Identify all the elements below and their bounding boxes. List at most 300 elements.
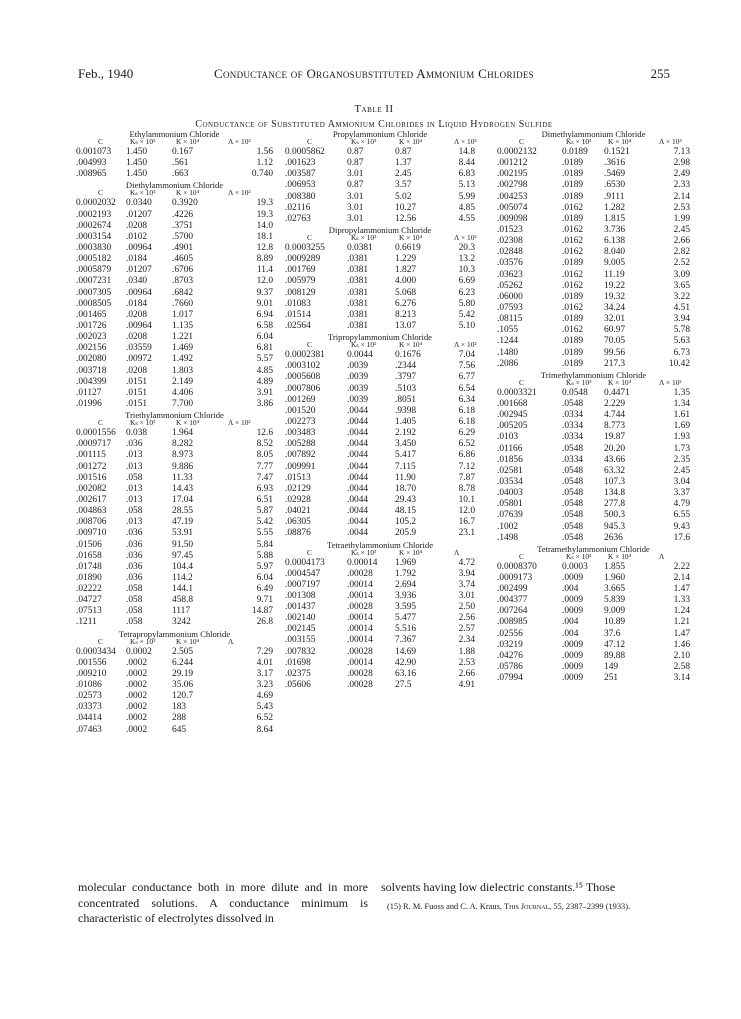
table-cell: .0002 bbox=[126, 691, 148, 702]
table-cell: 945.3 bbox=[604, 521, 626, 532]
table-cell: 8.52 bbox=[256, 439, 273, 450]
table-cell: .2344 bbox=[395, 361, 417, 372]
table-cell: 7.367 bbox=[395, 635, 417, 646]
table-cell: .009710 bbox=[76, 528, 107, 539]
table-cell: 60.97 bbox=[604, 325, 626, 336]
table-cell: .001308 bbox=[285, 590, 316, 601]
block-rows bbox=[497, 388, 690, 544]
table-cell: 2.35 bbox=[673, 454, 690, 465]
column-heading: C bbox=[98, 418, 103, 428]
table-cell: .00014 bbox=[347, 590, 373, 601]
table-cell: .007264 bbox=[497, 606, 528, 617]
table-cell: 48.15 bbox=[395, 506, 417, 517]
table-cell: .0208 bbox=[126, 220, 148, 231]
block-rows bbox=[285, 243, 475, 332]
table-cell: 149 bbox=[604, 662, 619, 673]
table-cell: 97.45 bbox=[172, 550, 194, 561]
table-row bbox=[285, 558, 475, 569]
table-row bbox=[76, 647, 273, 658]
table-cell: 1.99 bbox=[673, 213, 690, 224]
column-heading: C bbox=[307, 547, 312, 557]
table-cell: 23.1 bbox=[458, 528, 475, 539]
table-row bbox=[285, 462, 475, 473]
table-row bbox=[497, 399, 690, 410]
table-cell: .01658 bbox=[76, 550, 102, 561]
table-cell: .02222 bbox=[76, 584, 102, 595]
table-cell: 70.05 bbox=[604, 336, 626, 347]
table-cell: 2.66 bbox=[673, 236, 690, 247]
table-cell: 2.58 bbox=[673, 662, 690, 673]
table-row bbox=[285, 192, 475, 203]
table-cell: .0548 bbox=[562, 510, 584, 521]
table-row bbox=[497, 147, 690, 158]
table-cell: 9.886 bbox=[172, 461, 194, 472]
table-cell: .03219 bbox=[497, 639, 523, 650]
table-cell: .009991 bbox=[285, 461, 316, 472]
block-title: Dimethylammonium Chloride bbox=[541, 129, 646, 139]
block-rows bbox=[285, 558, 475, 692]
table-cell: .6842 bbox=[172, 287, 194, 298]
table-row bbox=[285, 361, 475, 372]
table-cell: .01086 bbox=[76, 680, 102, 691]
table-cell: 89.88 bbox=[604, 650, 626, 661]
table-cell: .07593 bbox=[497, 302, 523, 313]
table-cell: 3.74 bbox=[458, 579, 475, 590]
footnote-journal: This Journal, bbox=[504, 901, 552, 911]
table-cell: 5.97 bbox=[256, 561, 273, 572]
table-row bbox=[76, 713, 273, 724]
table-cell: 19.32 bbox=[604, 291, 626, 302]
table-cell: .5103 bbox=[395, 383, 417, 394]
table-cell: .0007231 bbox=[76, 276, 112, 287]
table-cell: 8.89 bbox=[256, 254, 273, 265]
table-cell: 5.02 bbox=[395, 191, 412, 202]
table-cell: 1.35 bbox=[673, 387, 690, 398]
table-cell: 6.04 bbox=[256, 332, 273, 343]
table-cell: 105.2 bbox=[395, 517, 417, 528]
table-cell: 0.740 bbox=[251, 169, 273, 180]
table-cell: 1.969 bbox=[395, 557, 417, 568]
column-heading: Λ × 10² bbox=[659, 377, 682, 387]
table-cell: 3.450 bbox=[395, 439, 417, 450]
body-text-right: solvents having low dielectric constants.¹⁵ Those bbox=[381, 880, 616, 894]
table-cell: .00028 bbox=[347, 646, 373, 657]
table-row bbox=[285, 591, 475, 602]
table-block bbox=[497, 544, 690, 685]
table-cell: .0044 bbox=[347, 483, 369, 494]
table-cell: 5.55 bbox=[256, 528, 273, 539]
table-cell: .07513 bbox=[76, 606, 102, 617]
table-cell: 217.3 bbox=[604, 358, 626, 369]
table-cell: 1.017 bbox=[172, 309, 194, 320]
page-number: 255 bbox=[650, 66, 670, 81]
table-cell: .3797 bbox=[395, 372, 417, 383]
table-row bbox=[497, 270, 690, 281]
table-cell: 8.213 bbox=[395, 309, 417, 320]
table-cell: .01083 bbox=[285, 298, 311, 309]
table-cell: .002195 bbox=[497, 169, 528, 180]
table-cell: 0.0002 bbox=[126, 646, 152, 657]
table-cell: .0189 bbox=[562, 358, 584, 369]
table-cell: .001437 bbox=[285, 602, 316, 613]
table-cell: 4.69 bbox=[256, 691, 273, 702]
table-row bbox=[285, 310, 475, 321]
table-row bbox=[497, 292, 690, 303]
table-cell: 13.2 bbox=[458, 254, 475, 265]
table-cell: .00014 bbox=[347, 579, 373, 590]
table-cell: .07639 bbox=[497, 510, 523, 521]
table-cell: .01166 bbox=[497, 443, 523, 454]
table-cell: 16.7 bbox=[458, 517, 475, 528]
table-row bbox=[76, 450, 273, 461]
table-row bbox=[76, 276, 273, 287]
table-cell: 0.0005862 bbox=[285, 147, 325, 157]
table-cell: 3.01 bbox=[347, 202, 364, 213]
table-cell: .0007806 bbox=[285, 383, 321, 394]
table-cell: 1.47 bbox=[673, 628, 690, 639]
table-cell: 0.0003321 bbox=[497, 387, 537, 398]
table-row bbox=[76, 210, 273, 221]
table-cell: .05606 bbox=[285, 680, 311, 691]
table-cell: 1117 bbox=[172, 606, 191, 617]
table-cell: 2.505 bbox=[172, 646, 194, 657]
table-cell: 0.038 bbox=[126, 428, 148, 439]
table-cell: 5.43 bbox=[256, 702, 273, 713]
column-heading: Λ × 10² bbox=[454, 340, 477, 350]
table-cell: 1.492 bbox=[172, 354, 194, 365]
table-cell: 12.8 bbox=[256, 242, 273, 253]
table-cell: 8.78 bbox=[458, 483, 475, 494]
table-cell: .00972 bbox=[126, 354, 152, 365]
table-cell: .0007197 bbox=[285, 579, 321, 590]
table-cell: .02848 bbox=[497, 247, 523, 258]
table-cell: 2.82 bbox=[673, 247, 690, 258]
table-cell: 0.0003255 bbox=[285, 242, 325, 253]
table-cell: .0003830 bbox=[76, 242, 112, 253]
table-cell: .05801 bbox=[497, 499, 523, 510]
column-heading: K × 10⁴ bbox=[608, 137, 632, 146]
table-cell: 1.33 bbox=[673, 595, 690, 606]
table-cell: .0009 bbox=[562, 650, 584, 661]
table-cell: .008129 bbox=[285, 287, 316, 298]
table-cell: .0208 bbox=[126, 332, 148, 343]
table-cell: .0184 bbox=[126, 254, 148, 265]
table-cell: .0189 bbox=[562, 213, 584, 224]
table-row bbox=[285, 276, 475, 287]
table-cell: .036 bbox=[126, 528, 143, 539]
table-cell: .0009289 bbox=[285, 254, 321, 265]
table-cell: 2.98 bbox=[673, 158, 690, 169]
table-cell: 6.51 bbox=[256, 494, 273, 505]
table-cell: 6.49 bbox=[256, 584, 273, 595]
column-heading: C bbox=[307, 232, 312, 242]
table-cell: 4.744 bbox=[604, 410, 626, 421]
table-cell: .0189 bbox=[562, 314, 584, 325]
table-cell: 6.138 bbox=[604, 236, 626, 247]
table-cell: .05786 bbox=[497, 662, 523, 673]
table-cell: .005074 bbox=[497, 202, 528, 213]
table-row bbox=[285, 265, 475, 276]
table-cell: 99.56 bbox=[604, 347, 626, 358]
table-cell: .0002 bbox=[126, 724, 148, 735]
table-cell: 4.55 bbox=[458, 213, 475, 224]
table-cell: 1.73 bbox=[673, 443, 690, 454]
table-row bbox=[497, 314, 690, 325]
table-cell: .0039 bbox=[347, 372, 369, 383]
table-cell: 6.52 bbox=[256, 713, 273, 724]
table-row bbox=[76, 354, 273, 365]
block-rows bbox=[497, 562, 690, 685]
table-cell: 1.960 bbox=[604, 572, 626, 583]
table-cell: .1211 bbox=[76, 617, 97, 628]
table-cell: .1244 bbox=[497, 336, 519, 347]
table-cell: 3.09 bbox=[673, 269, 690, 280]
table-row bbox=[497, 214, 690, 225]
table-cell: 183 bbox=[172, 702, 187, 713]
footnote-citation: 55, 2387–2399 (1933). bbox=[553, 901, 631, 911]
table-row bbox=[497, 388, 690, 399]
table-cell: 5.99 bbox=[458, 191, 475, 202]
table-cell: .0189 bbox=[562, 291, 584, 302]
table-cell: 0.0548 bbox=[562, 387, 588, 398]
table-row bbox=[497, 510, 690, 521]
table-row bbox=[285, 647, 475, 658]
table-cell: 0.6619 bbox=[395, 242, 421, 253]
table-cell: .002140 bbox=[285, 613, 316, 624]
table-cell: .0002 bbox=[126, 668, 148, 679]
table-cell: 1.61 bbox=[673, 410, 690, 421]
table-cell: 3.736 bbox=[604, 224, 626, 235]
table-cell: 6.244 bbox=[172, 657, 194, 668]
table-cell: 12.0 bbox=[256, 276, 273, 287]
table-cell: 6.94 bbox=[256, 309, 273, 320]
table-cell: .02581 bbox=[497, 465, 523, 476]
table-cell: 18.1 bbox=[256, 231, 273, 242]
table-cell: .0162 bbox=[562, 224, 584, 235]
table-cell: .003483 bbox=[285, 428, 316, 439]
table-cell: .0162 bbox=[562, 280, 584, 291]
table-cell: .0002193 bbox=[76, 209, 112, 220]
block-header bbox=[285, 549, 475, 558]
header-title: Conductance of Organosubstituted Ammonium Chlorides bbox=[214, 66, 534, 81]
table-row bbox=[285, 203, 475, 214]
table-cell: 3.01 bbox=[347, 213, 364, 224]
table-row bbox=[76, 265, 273, 276]
table-row bbox=[76, 310, 273, 321]
footnote-number: (15) bbox=[387, 901, 401, 911]
table-cell: .0044 bbox=[347, 461, 369, 472]
column-heading: C bbox=[519, 137, 524, 146]
table-cell: .0548 bbox=[562, 443, 584, 454]
table-cell: 12.56 bbox=[395, 213, 417, 224]
table-cell: 1.450 bbox=[126, 158, 148, 169]
table-row bbox=[497, 595, 690, 606]
table-cell: .01890 bbox=[76, 572, 102, 583]
block-header bbox=[76, 138, 273, 147]
table-cell: 34.24 bbox=[604, 302, 626, 313]
table-cell: 4.406 bbox=[172, 387, 194, 398]
table-cell: 2636 bbox=[604, 532, 623, 543]
table-cell: .0002 bbox=[126, 702, 148, 713]
table-cell: 20.20 bbox=[604, 443, 626, 454]
column-heading: K × 10⁴ bbox=[176, 188, 200, 198]
table-cell: .001556 bbox=[76, 657, 107, 668]
table-cell: 42.90 bbox=[395, 657, 417, 668]
table-cell: 0.87 bbox=[395, 147, 412, 157]
table-cell: .013 bbox=[126, 494, 143, 505]
block-title: Tetrapropylammonium Chloride bbox=[118, 628, 231, 639]
table-row bbox=[76, 584, 273, 595]
table-cell: .03623 bbox=[497, 269, 523, 280]
table-row bbox=[497, 325, 690, 336]
table-cell: 8.973 bbox=[172, 450, 194, 461]
table-cell: 29.43 bbox=[395, 494, 417, 505]
table-cell: .036 bbox=[126, 439, 143, 450]
table-cell: 2.49 bbox=[673, 169, 690, 180]
table-cell: .0381 bbox=[347, 320, 369, 331]
table-cell: 28.55 bbox=[172, 506, 194, 517]
table-cell: 0.0044 bbox=[347, 350, 373, 361]
table-cell: .04021 bbox=[285, 506, 311, 517]
table-cell: 0.0002381 bbox=[285, 350, 325, 361]
table-row bbox=[285, 439, 475, 450]
table-cell: .002617 bbox=[76, 494, 107, 505]
column-heading: K × 10⁴ bbox=[399, 137, 423, 146]
table-cell: .02129 bbox=[285, 483, 311, 494]
table-cell: .6706 bbox=[172, 265, 194, 276]
table-cell: 251 bbox=[604, 673, 619, 684]
table-cell: .0381 bbox=[347, 276, 369, 287]
table-cell: .0334 bbox=[562, 410, 584, 421]
table-cell: 14.69 bbox=[395, 646, 417, 657]
table-row bbox=[285, 580, 475, 591]
table-cell: 2.10 bbox=[673, 650, 690, 661]
table-cell: 7.04 bbox=[458, 350, 475, 361]
table-row bbox=[285, 680, 475, 691]
table-row bbox=[76, 702, 273, 713]
table-row bbox=[285, 243, 475, 254]
table-cell: .0102 bbox=[126, 231, 148, 242]
table-cell: 1.229 bbox=[395, 254, 417, 265]
table-cell: .9111 bbox=[604, 191, 625, 202]
table-cell: 0.3920 bbox=[172, 198, 198, 209]
table-cell: .00964 bbox=[126, 320, 152, 331]
table-cell: 1.56 bbox=[256, 147, 273, 157]
table-cell: 1.469 bbox=[172, 343, 194, 354]
table-row bbox=[285, 321, 475, 332]
table-cell: .8703 bbox=[172, 276, 194, 287]
table-row bbox=[76, 484, 273, 495]
table-cell: .002156 bbox=[76, 343, 107, 354]
table-row bbox=[497, 158, 690, 169]
table-cell: 3.37 bbox=[673, 488, 690, 499]
table-cell: .1002 bbox=[497, 521, 519, 532]
table-cell: 3.595 bbox=[395, 602, 417, 613]
table-cell: 11.33 bbox=[172, 472, 193, 483]
block-header bbox=[76, 638, 273, 647]
table-cell: 6.77 bbox=[458, 372, 475, 383]
table-row bbox=[497, 169, 690, 180]
table-cell: .006953 bbox=[285, 180, 316, 191]
table-cell: 11.19 bbox=[604, 269, 625, 280]
table-cell: 2.45 bbox=[395, 169, 412, 180]
table-row bbox=[285, 406, 475, 417]
table-row bbox=[285, 669, 475, 680]
table-cell: 43.66 bbox=[604, 454, 626, 465]
table-cell: 1.450 bbox=[126, 169, 148, 180]
table-cell: .0044 bbox=[347, 494, 369, 505]
footnote-authors: R. M. Fuoss and C. A. Kraus, bbox=[403, 901, 502, 911]
table-row bbox=[497, 180, 690, 191]
table-row bbox=[497, 584, 690, 595]
column-heading: C bbox=[98, 137, 103, 146]
column-heading: K × 10⁴ bbox=[176, 418, 200, 428]
table-block bbox=[285, 225, 475, 332]
table-cell: 1.34 bbox=[673, 398, 690, 409]
table-cell: .0548 bbox=[562, 532, 584, 543]
table-cell: 0.001073 bbox=[76, 147, 112, 157]
table-row bbox=[497, 573, 690, 584]
table-cell: .001668 bbox=[497, 398, 528, 409]
table-cell: .0381 bbox=[347, 265, 369, 276]
column-heading: Kₛ × 10² bbox=[351, 340, 377, 350]
table-cell: .0381 bbox=[347, 298, 369, 309]
table-row bbox=[76, 540, 273, 551]
column-heading: Kₛ × 10³ bbox=[351, 137, 377, 146]
table-cell: .0548 bbox=[562, 488, 584, 499]
table-cell: .03534 bbox=[497, 476, 523, 487]
table-cell: 17.6 bbox=[673, 532, 690, 543]
table-cell: 7.47 bbox=[256, 472, 273, 483]
table-row bbox=[76, 551, 273, 562]
table-cell: .01506 bbox=[76, 539, 102, 550]
table-cell: .005288 bbox=[285, 439, 316, 450]
table-cell: 134.8 bbox=[604, 488, 626, 499]
table-cell: 4.91 bbox=[458, 680, 475, 691]
table-row bbox=[76, 495, 273, 506]
table-cell: .0009 bbox=[562, 639, 584, 650]
table-cell: .0044 bbox=[347, 517, 369, 528]
table-cell: .0044 bbox=[347, 450, 369, 461]
table-cell: 6.04 bbox=[256, 572, 273, 583]
table-cell: .0189 bbox=[562, 336, 584, 347]
table-row bbox=[497, 488, 690, 499]
column-heading: Λ × 10² bbox=[454, 232, 477, 242]
table-cell: 6.55 bbox=[673, 510, 690, 521]
table-cell: 120.7 bbox=[172, 691, 194, 702]
block-title: Tetramethylammonium Chloride bbox=[537, 543, 650, 554]
table-cell: .036 bbox=[126, 561, 143, 572]
column-heading: Λ × 10³ bbox=[228, 137, 251, 146]
table-row bbox=[497, 640, 690, 651]
table-cell: 4.000 bbox=[395, 276, 417, 287]
table-cell: .0009173 bbox=[497, 572, 533, 583]
table-row bbox=[285, 517, 475, 528]
table-row bbox=[76, 321, 273, 332]
table-row bbox=[285, 624, 475, 635]
table-row bbox=[285, 635, 475, 646]
table-cell: 1.88 bbox=[458, 646, 475, 657]
table-cell: 0.0003 bbox=[562, 561, 588, 572]
table-cell: .02928 bbox=[285, 494, 311, 505]
table-cell: 2.52 bbox=[673, 258, 690, 269]
table-row bbox=[285, 158, 475, 169]
running-header bbox=[78, 66, 670, 84]
table-cell: 0.0003434 bbox=[76, 646, 116, 657]
table-cell: 6.73 bbox=[673, 347, 690, 358]
column-heading: Kₛ × 10³ bbox=[351, 232, 377, 242]
table-cell: .02564 bbox=[285, 320, 311, 331]
